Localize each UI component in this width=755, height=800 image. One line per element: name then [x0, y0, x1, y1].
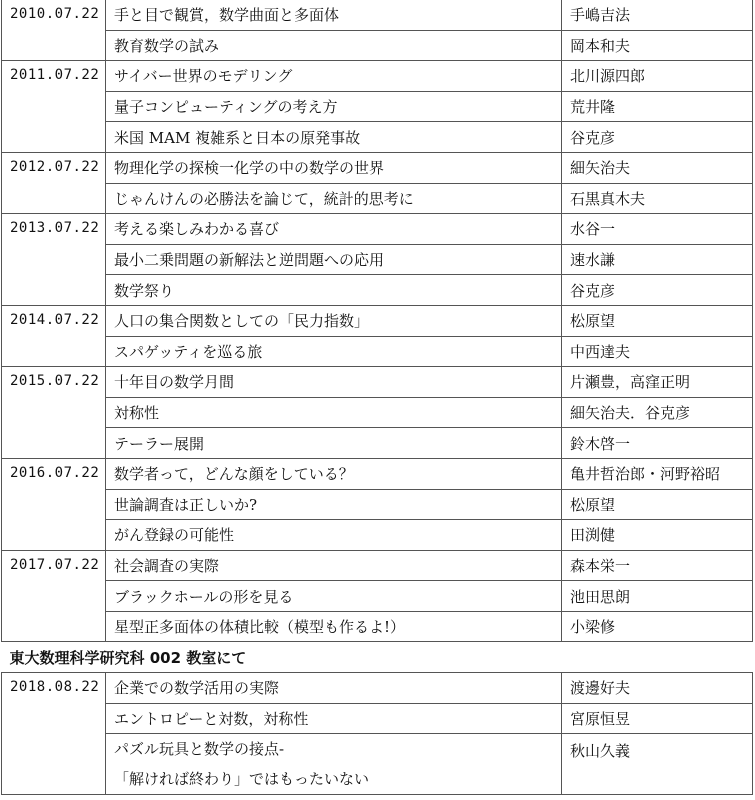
talk-title-line-2: 「解ければ終わり」ではもったいない — [114, 770, 370, 789]
table-row — [2, 397, 753, 428]
session-date: 2014.07.22 — [2, 305, 106, 366]
talk-title: 企業での数学活用の実際 — [106, 673, 562, 704]
talk-speaker: 松原望 — [562, 489, 753, 520]
talk-speaker: 宮原恒昱 — [562, 703, 753, 734]
talk-speaker: 秋山久義 — [562, 734, 753, 795]
talk-title: 量子コンピューティングの考え方 — [106, 91, 562, 122]
talk-speaker: 池田思朗 — [562, 581, 753, 612]
talk-speaker: 渡邊好夫 — [562, 673, 753, 704]
talk-title-line-1: パズル玩具と数学の接点- — [114, 740, 285, 759]
talk-speaker: 片瀬豊，高窪正明 — [562, 367, 753, 398]
table-row — [2, 122, 753, 153]
talk-title: 世論調査は正しいか? — [106, 489, 562, 520]
table-row — [2, 305, 753, 336]
talk-title: ブラックホールの形を見る — [106, 581, 562, 612]
talk-speaker: 細矢治夫．谷克彦 — [562, 397, 753, 428]
talk-speaker: 手嶋吉法 — [562, 0, 753, 30]
session-date: 2012.07.22 — [2, 152, 106, 213]
talk-speaker: 森本栄一 — [562, 550, 753, 581]
talk-title: テーラー展開 — [106, 428, 562, 459]
talk-title: 星型正多面体の体積比較（模型も作るよ!） — [106, 611, 562, 642]
table-row — [2, 703, 753, 734]
talk-speaker: 鈴木啓一 — [562, 428, 753, 459]
talk-title: 十年目の数学月間 — [106, 367, 562, 398]
table-row — [2, 214, 753, 245]
talk-speaker: 小梁修 — [562, 611, 753, 642]
table-row — [2, 275, 753, 306]
talk-speaker: 石黒真木夫 — [562, 183, 753, 214]
session-date: 2018.08.22 — [2, 673, 106, 795]
table-row — [2, 673, 753, 704]
talk-title — [106, 734, 562, 795]
talk-speaker: 北川源四郎 — [562, 61, 753, 92]
table-row — [2, 550, 753, 581]
session-date: 2010.07.22 — [2, 0, 106, 61]
talk-title: じゃんけんの必勝法を論じて，統計的思考に — [106, 183, 562, 214]
table-row — [2, 520, 753, 551]
session-date: 2017.07.22 — [2, 550, 106, 642]
table-row — [2, 0, 753, 30]
talk-speaker: 速水謙 — [562, 244, 753, 275]
talk-speaker: 谷克彦 — [562, 122, 753, 153]
talk-title: エントロピーと対数，対称性 — [106, 703, 562, 734]
table-row — [2, 91, 753, 122]
table-row — [2, 30, 753, 61]
session-date: 2015.07.22 — [2, 367, 106, 459]
talk-speaker: 細矢治夫 — [562, 152, 753, 183]
talk-title: 手と目で観賞，数学曲面と多面体 — [106, 0, 562, 30]
lecture-table — [1, 0, 753, 795]
talk-title: 人口の集合関数としての「民力指数」 — [106, 305, 562, 336]
talk-title: 対称性 — [106, 397, 562, 428]
talk-speaker: 亀井哲治郎・河野裕昭 — [562, 458, 753, 489]
venue-note: 東大数理科学研究科 002 教室にて — [2, 642, 753, 673]
talk-speaker: 水谷一 — [562, 214, 753, 245]
venue-row — [2, 642, 753, 673]
talk-title: 教育数学の試み — [106, 30, 562, 61]
table-row — [2, 581, 753, 612]
talk-title: 物理化学の探検一化学の中の数学の世界 — [106, 152, 562, 183]
talk-title: 最小二乗問題の新解法と逆問題への応用 — [106, 244, 562, 275]
table-row — [2, 244, 753, 275]
talk-title: 数学祭り — [106, 275, 562, 306]
talk-speaker: 松原望 — [562, 305, 753, 336]
table-row — [2, 336, 753, 367]
session-date: 2013.07.22 — [2, 214, 106, 306]
session-date: 2011.07.22 — [2, 61, 106, 153]
talk-title: がん登録の可能性 — [106, 520, 562, 551]
table-row — [2, 734, 753, 795]
talk-speaker: 岡本和夫 — [562, 30, 753, 61]
talk-title: 社会調査の実際 — [106, 550, 562, 581]
table-row — [2, 61, 753, 92]
talk-title: 考える楽しみわかる喜び — [106, 214, 562, 245]
table-row — [2, 367, 753, 398]
table-row — [2, 183, 753, 214]
talk-speaker: 中西達夫 — [562, 336, 753, 367]
talk-title: 数学者って，どんな顔をしている？ — [106, 458, 562, 489]
table-row — [2, 152, 753, 183]
table-row — [2, 428, 753, 459]
session-date: 2016.07.22 — [2, 458, 106, 550]
table-row — [2, 489, 753, 520]
talk-speaker: 谷克彦 — [562, 275, 753, 306]
talk-speaker: 田渕健 — [562, 520, 753, 551]
table-row — [2, 458, 753, 489]
table-row — [2, 611, 753, 642]
talk-speaker: 荒井隆 — [562, 91, 753, 122]
talk-title: 米国 MAM 複雑系と日本の原発事故 — [106, 122, 562, 153]
talk-title: スパゲッティを巡る旅 — [106, 336, 562, 367]
talk-title: サイバー世界のモデリング — [106, 61, 562, 92]
